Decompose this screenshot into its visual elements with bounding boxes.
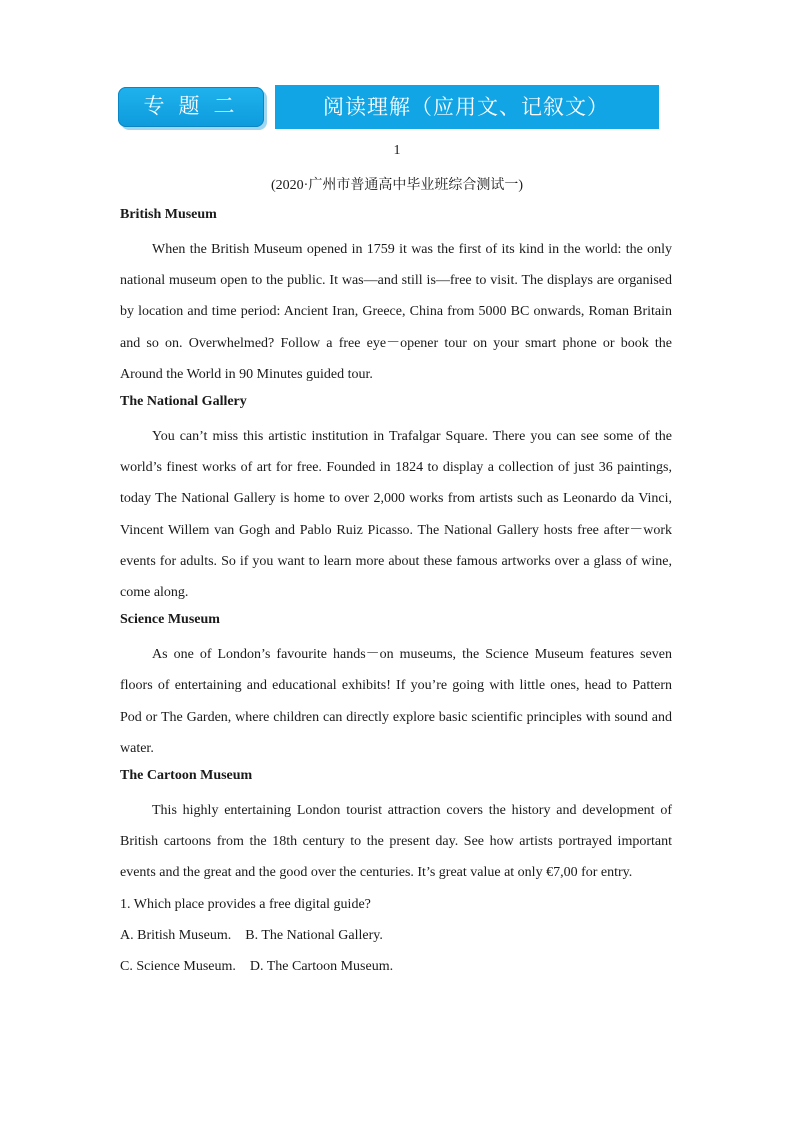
question-text: 1. Which place provides a free digital guide? xyxy=(120,896,371,912)
question-options-ab: A. British Museum. B. The National Gallery. xyxy=(120,927,383,943)
section-body: As one of London’s favourite hands－on museums, the Science Museum features seven floors of entertaining and educational exhibits! If you’re going with little ones, head to Pattern Pod or The Garden, where children can directly explore basic scientific principles with sound and water. xyxy=(120,647,672,756)
question-options-cd: C. Science Museum. D. The Cartoon Museum. xyxy=(120,959,394,975)
exam-source: (2020·广州市普通高中毕业班综合测试一) xyxy=(271,178,523,193)
section-heading: The National Gallery xyxy=(120,394,247,410)
section-british-museum xyxy=(120,203,672,390)
section-cartoon-museum xyxy=(120,764,672,889)
section-heading: British Museum xyxy=(120,207,217,222)
topic-tag: 专题二 xyxy=(118,87,264,127)
question-1 xyxy=(120,889,672,983)
section-heading: The Cartoon Museum xyxy=(120,768,253,784)
section-body: This highly entertaining London tourist attraction covers the history and development of British cartoons from the 18th century to the present day. See how artists portrayed important events and the great and the good over the centuries. It’s great value at only €7,00 for entry. xyxy=(120,803,672,881)
section-national-gallery xyxy=(120,390,672,608)
section-body: When the British Museum opened in 1759 it was the first of its kind in the world: the only national museum open to the public. It was—and still is—free to visit. The displays are organised by location and time period: Ancient Iran, Greece, China from 5000 BC onwards, Roman Britain and so on. Overwhelmed? Follow a free eye－opener tour on your smart phone or book the Around the World in 90 Minutes guided tour. xyxy=(120,242,672,382)
section-body: You can’t miss this artistic institution in Trafalgar Square. There you can see some of the world’s finest works of art for free. Founded in 1824 to display a collection of just 36 paintings, today The National Gallery is home to over 2,000 works from artists such as Leonardo da Vinci, Vincent Willem van Gogh and Pablo Ruiz Picasso. The National Gallery hosts free after－work events for adults. So if you want to learn more about these famous artworks over a glass of wine, come along. xyxy=(120,429,672,601)
section-science-museum xyxy=(120,608,672,764)
passage xyxy=(120,203,672,982)
section-heading: Science Museum xyxy=(120,612,220,628)
topic-title: 阅读理解（应用文、记叙文） xyxy=(275,85,659,129)
topic-banner xyxy=(118,84,659,130)
page-number: 1 xyxy=(393,143,401,158)
